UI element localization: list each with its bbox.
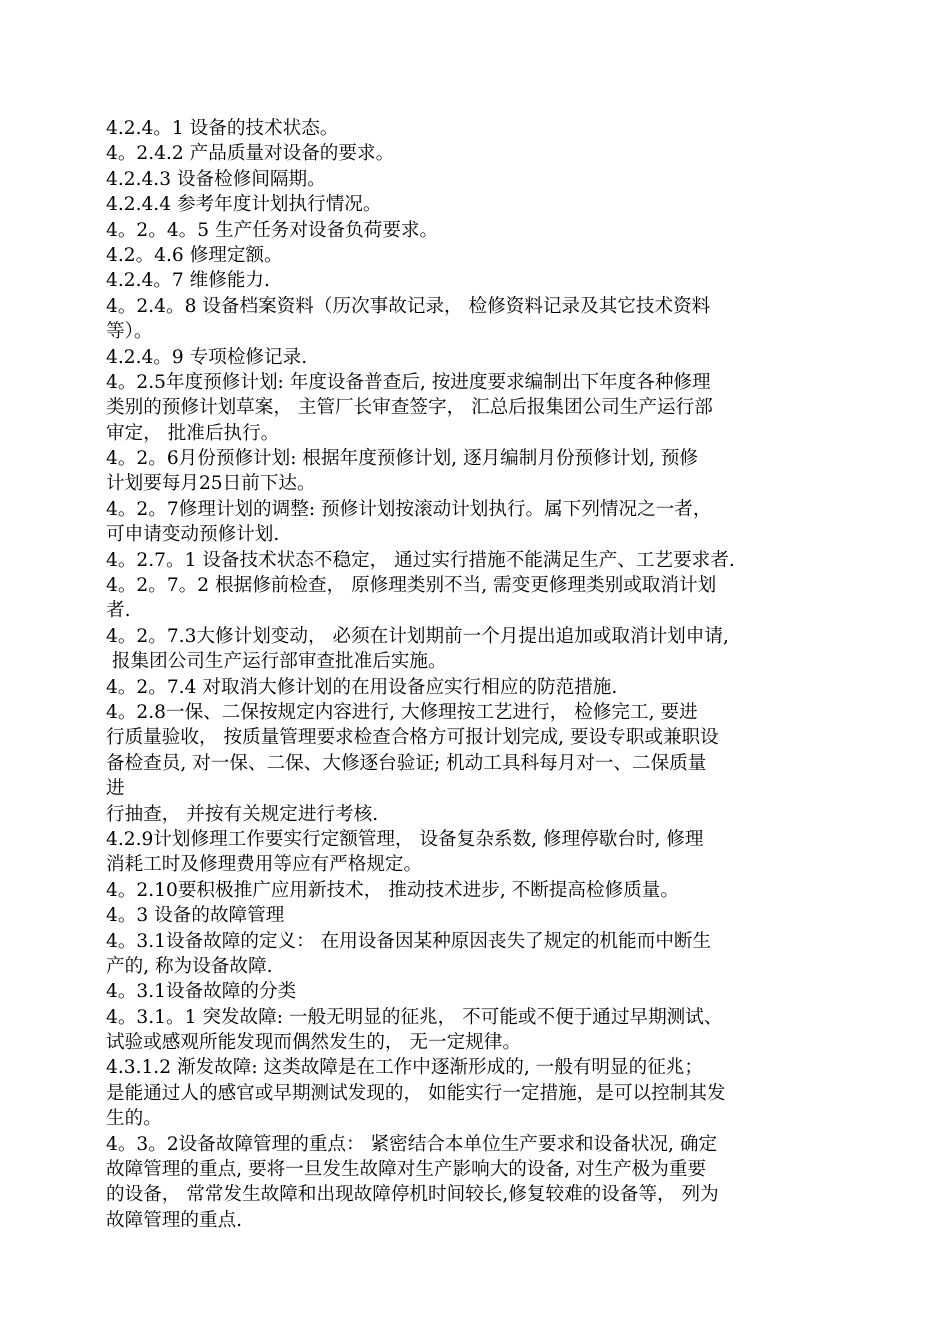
document-paragraph bbox=[106, 903, 851, 928]
paragraph-line: 备检查员, 对一保、二保、大修逐台验证; 机动工具科每月对一、二保质量 bbox=[106, 752, 707, 774]
document-paragraph bbox=[106, 345, 851, 370]
paragraph-line: 4。3.1。1 突发故障: 一般无明显的征兆， 不可能或不便于通过早期测试、 bbox=[106, 1006, 723, 1028]
paragraph-line: 4.2.4。1 设备的技术状态。 bbox=[106, 118, 339, 139]
document-paragraph bbox=[106, 700, 851, 827]
paragraph-line: 4.2.4。9 专项检修记录. bbox=[106, 346, 308, 368]
document-paragraph bbox=[106, 141, 851, 166]
paragraph-line: 故障管理的重点. bbox=[106, 1209, 243, 1231]
document-paragraph bbox=[106, 497, 851, 548]
document-paragraph bbox=[106, 827, 851, 878]
document-paragraph bbox=[106, 218, 851, 243]
document-paragraph bbox=[106, 573, 851, 624]
paragraph-line: 4。2.5年度预修计划: 年度设备普查后, 按进度要求编制出下年度各种修理 bbox=[106, 371, 711, 393]
document-paragraph bbox=[106, 1005, 851, 1056]
document-paragraph bbox=[106, 268, 851, 293]
paragraph-line: 的设备， 常常发生故障和出现故障停机时间较长,修复较难的设备等， 列为 bbox=[106, 1184, 719, 1206]
paragraph-line: 4。2.7。1 设备技术状态不稳定， 通过实行措施不能满足生产、工艺要求者. bbox=[106, 549, 735, 571]
document-paragraph bbox=[106, 929, 851, 980]
document-paragraph bbox=[106, 243, 851, 268]
paragraph-line: 类别的预修计划草案， 主管厂长审查签字， 汇总后报集团公司生产运行部 bbox=[106, 397, 713, 419]
paragraph-line: 4。2.4.2 产品质量对设备的要求。 bbox=[106, 143, 395, 165]
paragraph-line: 试验或感观所能发现而偶然发生的， 无一定规律。 bbox=[106, 1032, 521, 1054]
paragraph-line: 4.2.4.4 参考年度计划执行情况。 bbox=[106, 194, 382, 216]
paragraph-line: 4.2.4。7 维修能力. bbox=[106, 270, 270, 292]
paragraph-line: 消耗工时及修理费用等应有严格规定。 bbox=[106, 854, 423, 876]
document-paragraph bbox=[106, 878, 851, 903]
document-page bbox=[106, 116, 851, 1233]
paragraph-line: 4。3.1设备故障的定义： 在用设备因某种原因丧失了规定的机能而中断生 bbox=[106, 930, 712, 952]
document-paragraph bbox=[106, 548, 851, 573]
document-paragraph bbox=[106, 675, 851, 700]
document-paragraph bbox=[106, 1055, 851, 1131]
paragraph-line: 4。2。6月份预修计划: 根据年度预修计划, 逐月编制月份预修计划, 预修 bbox=[106, 448, 698, 470]
paragraph-line: 故障管理的重点, 要将一旦发生故障对生产影响大的设备, 对生产极为重要 bbox=[106, 1159, 707, 1181]
paragraph-line: 生的。 bbox=[106, 1108, 162, 1130]
paragraph-line: 是能通过人的感官或早期测试发现的， 如能实行一定措施，是可以控制其发 bbox=[106, 1082, 726, 1104]
paragraph-line: 4。2。7.3大修计划变动， 必须在计划期前一个月提出追加或取消计划申请, bbox=[106, 625, 729, 647]
paragraph-line: 4。2。4。5 生产任务对设备负荷要求。 bbox=[106, 219, 439, 241]
document-paragraph bbox=[106, 167, 851, 192]
paragraph-line: 4.2.9计划修理工作要实行定额管理， 设备复杂系数, 修理停歇台时, 修理 bbox=[106, 828, 704, 850]
paragraph-line: 4。3 设备的故障管理 bbox=[106, 905, 285, 927]
document-paragraph bbox=[106, 1132, 851, 1234]
paragraph-line: 4。2。7修理计划的调整: 预修计划按滚动计划执行。属下列情况之一者， bbox=[106, 498, 712, 520]
paragraph-line: 4.2。4.6 修理定额。 bbox=[106, 244, 283, 266]
paragraph-line: 4。2.4。8 设备档案资料（历次事故记录， 检修资料记录及其它技术资料 bbox=[106, 295, 711, 317]
paragraph-line: 4。2。7。2 根据修前检查， 原修理类别不当, 需变更修理类别或取消计划 bbox=[106, 575, 717, 597]
document-paragraph bbox=[106, 192, 851, 217]
document-paragraph bbox=[106, 116, 851, 141]
paragraph-line: 4。3.1设备故障的分类 bbox=[106, 981, 297, 1003]
paragraph-line: 4。2.8一保、二保按规定内容进行, 大修理按工艺进行， 检修完工, 要进 bbox=[106, 701, 698, 723]
document-paragraph bbox=[106, 624, 851, 675]
document-paragraph bbox=[106, 370, 851, 446]
paragraph-line: 4.3.1.2 渐发故障: 这类故障是在工作中逐渐形成的, 一般有明显的征兆； bbox=[106, 1057, 703, 1079]
paragraph-line: 行抽查， 并按有关规定进行考核. bbox=[106, 803, 379, 825]
paragraph-line: 等）。 bbox=[106, 321, 153, 343]
document-paragraph bbox=[106, 294, 851, 345]
paragraph-line: 可申请变动预修计划. bbox=[106, 524, 280, 546]
document-paragraph bbox=[106, 446, 851, 497]
paragraph-line: 4.2.4.3 设备检修间隔期。 bbox=[106, 168, 326, 190]
paragraph-line: 计划要每月25日前下达。 bbox=[106, 473, 316, 495]
paragraph-line: 报集团公司生产运行部审查批准后实施。 bbox=[106, 651, 447, 673]
paragraph-line: 行质量验收， 按质量管理要求检查合格方可报计划完成, 要设专职或兼职设 bbox=[106, 727, 719, 749]
paragraph-line: 产的, 称为设备故障. bbox=[106, 955, 273, 977]
paragraph-line: 进 bbox=[106, 778, 125, 800]
paragraph-line: 4。3。2设备故障管理的重点： 紧密结合本单位生产要求和设备状况, 确定 bbox=[106, 1133, 718, 1155]
paragraph-line: 4。2.10要积极推广应用新技术， 推动技术进步, 不断提高检修质量。 bbox=[106, 879, 679, 901]
document-paragraph bbox=[106, 979, 851, 1004]
paragraph-line: 者. bbox=[106, 600, 131, 622]
paragraph-line: 4。2。7.4 对取消大修计划的在用设备应实行相应的防范措施. bbox=[106, 676, 618, 698]
paragraph-line: 审定， 批准后执行。 bbox=[106, 422, 280, 444]
